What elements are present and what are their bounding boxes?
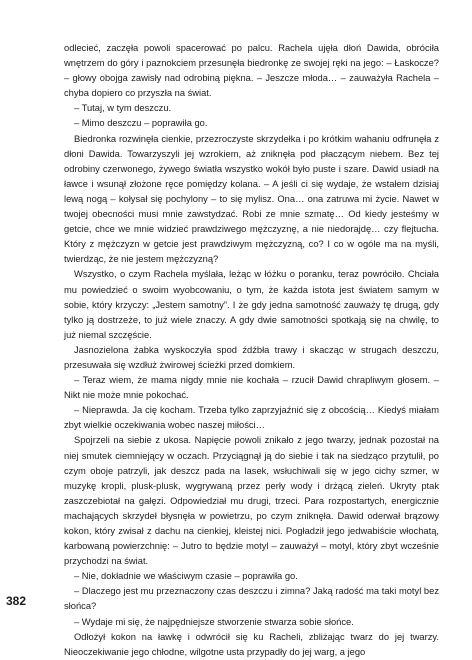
paragraph: – Nie, dokładnie we właściwym czasie – poprawiła go. (74, 571, 298, 582)
paragraph: – Dlaczego jest mu przeznaczony czas deszczu i zimna? Jaką radość ma taki motyl bez słońca? (64, 586, 439, 612)
paragraph: odlecieć, zaczęła powoli spacerować po palcu. Rachela ujęła dłoń Dawida, obróciła wnętrzem do góry i paznokciem przesunęła biedronkę ze swojej ręki na jego: – Łaskocze? – głowy obojga zawisły nad odrobiną piękna. – Jeszcze młoda… – zauważyła Rachela – chyba dopiero co przyszła na świat. (64, 43, 439, 99)
paragraph: Odłożył kokon na ławkę i odwrócił się ku Racheli, zbliżając twarz do jej twarzy. Nieoczekiwanie jego chłodne, wilgotne usta przypadły do jej warg, a jego (64, 631, 439, 657)
page-number: 382 (6, 594, 27, 608)
paragraph: – Mimo deszczu – poprawiła go. (74, 118, 208, 129)
body-text (64, 41, 439, 660)
paragraph: Wszystko, o czym Rachela myślała, leżąc w łóżku o poranku, teraz powróciło. Chciała mu powiedzieć o swoim wyobcowaniu, o tym, że każda istota jest światem samym w sobie, który krzyczy: „Jestem samotny”. I że gdy jedna samotność zauważy tę drugą, gdy tylko ją dostrzeże, to już wiele znaczy. A gdy dwie samotności spotkają się na chwilę, to już niemal szczęście. (64, 269, 439, 340)
paragraph: Biedronka rozwinęła cienkie, przezroczyste skrzydełka i po krótkim wahaniu odfrunęła z dłoni Dawida. Towarzyszyli jej wzrokiem, aż zniknęła pod płaczącym niebem. Bez tej odrobiny czerwonego, żywego światła wszystko wokół było puste i szare. Dawid usiadł na ławce i wsunął złożone ręce pomiędzy kolana. – A jeśli ci się wydaje, że wstałem dzisiaj lewą nogą – kołysał się pochylony – to się mylisz. Ona… ona zatruwa mi życie. Nawet w twojej obecności musi mnie zawstydzać. Robi ze mnie szmatę… Od kiedy jesteśmy w getcie, chce we mnie widzieć prawdziwego mężczyznę, a nie niedorajdę… czy flejtucha. Który z mężczyzn w getcie jest prawdziwym mężczyzną, co? I co w ogóle ma na myśli, twierdząc, że nie jestem mężczyzną? (64, 133, 439, 265)
paragraph: Jasnozielona żabka wyskoczyła spod źdźbła trawy i skacząc w strugach deszczu, przesuwała się wzdłuż żwirowej ścieżki przed domkiem. (64, 344, 439, 370)
paragraph: – Tutaj, w tym deszczu. (74, 103, 172, 114)
paragraph: – Teraz wiem, że mama nigdy mnie nie kochała – rzucił Dawid chrapliwym głosem. – Nikt nie może mnie pokochać. (64, 375, 439, 401)
paragraph: Spojrzeli na siebie z ukosa. Napięcie powoli znikało z jego twarzy, jednak pozostał na niej smutek ciemniejący w oczach. Przyciągnął ją do siebie i tak na siedząco przytulił, po czym oboje patrzyli, jak deszcz pada na lasek, wsłuchiwali się w jego cichy szmer, w muzykę kropli, plusk-plusk, wygrywaną przez perły wody i drżącą zieleń. Ukryty ptak zaszczebiotał na gałęzi. Odpowiedział mu drugi, trzeci. Para rozpostartych, energicznie machających skrzydeł błysnęła w powietrzu, po czym zniknęła. Dawid oderwał brązowy kokon, który zwisał z dachu na cienkiej, kleistej nici. Pogładził jego jedwabiście włochatą, karbowaną powierzchnię: – Jutro to będzie motyl – zauważył – motyl, który zbyt wcześnie przychodzi na świat. (64, 435, 439, 567)
paragraph: – Nieprawda. Ja cię kocham. Trzeba tylko zaprzyjaźnić się z obcością… Kiedyś miałam zbyt wielkie oczekiwania wobec naszej miłości… (64, 405, 439, 431)
paragraph: – Wydaje mi się, że najpędniejsze stworzenie stwarza sobie słońce. (74, 616, 354, 627)
